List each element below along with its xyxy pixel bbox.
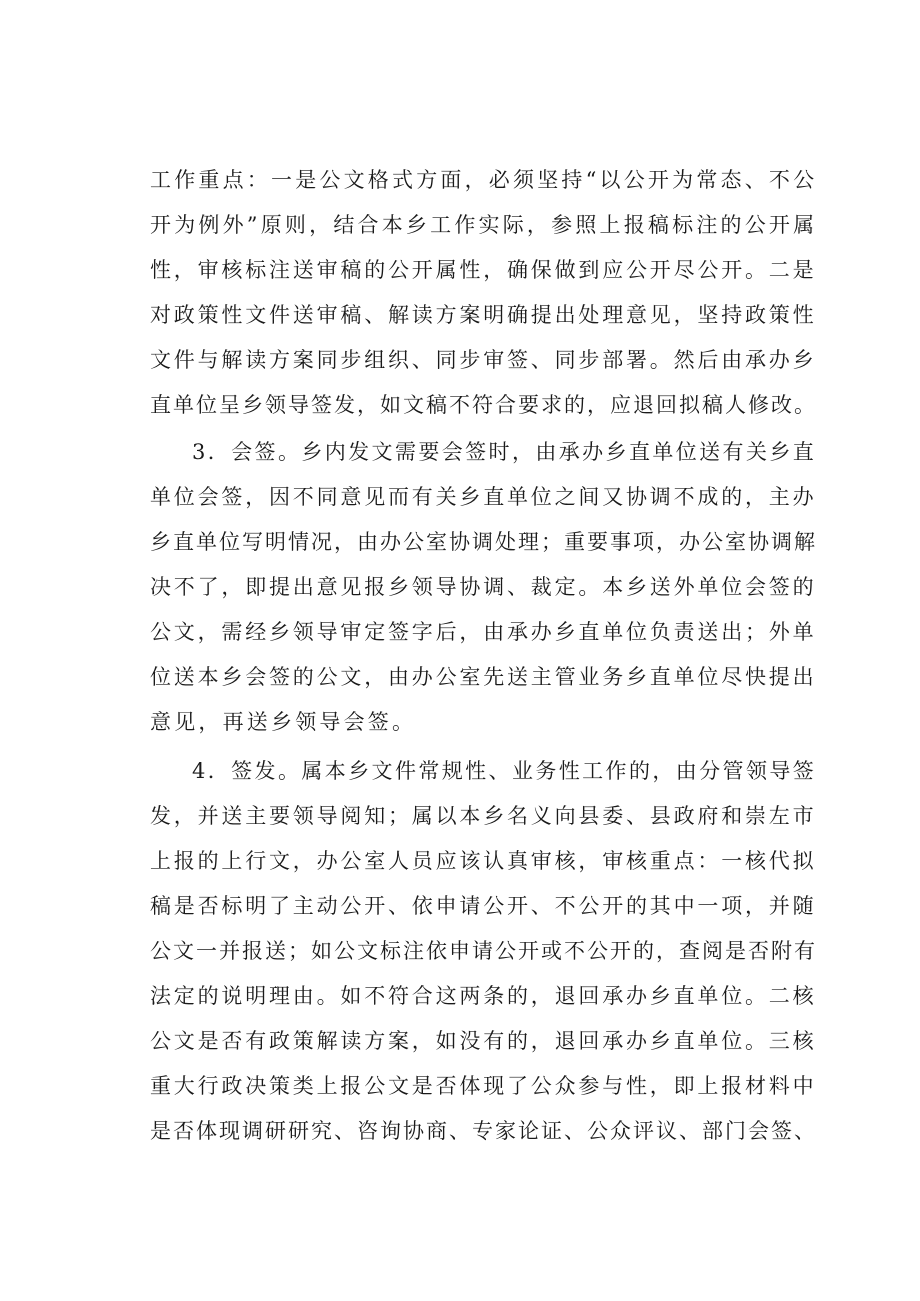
text-line: 发，并送主要领导阅知；属以本乡名义向县委、县政府和崇左市 xyxy=(150,804,817,828)
text-line: 法定的说明理由。如不符合这两条的，退回承办乡直单位。二核 xyxy=(150,984,817,1008)
text-line: 文件与解读方案同步组织、同步审签、同步部署。然后由承办乡 xyxy=(150,348,817,372)
text-line: 决不了，即提出意见报乡领导协调、裁定。本乡送外单位会签的 xyxy=(150,575,817,599)
text-line: 位送本乡会签的公文，由办公室先送主管业务乡直单位尽快提出 xyxy=(150,665,817,689)
text-line: 公文，需经乡领导审定签字后，由承办乡直单位负责送出；外单 xyxy=(150,620,817,644)
text-line: 性，审核标注送审稿的公开属性，确保做到应公开尽公开。二是 xyxy=(150,258,817,282)
text-line: 直单位呈乡领导签发，如文稿不符合要求的，应退回拟稿人修改。 xyxy=(150,393,817,417)
text-line: 意见，再送乡领导会签。 xyxy=(150,710,417,734)
text-line: 上报的上行文，办公室人员应该认真审核，审核重点：一核代拟 xyxy=(150,849,817,873)
text-line: 对政策性文件送审稿、解读方案明确提出处理意见，坚持政策性 xyxy=(150,303,817,327)
text-line: 公文是否有政策解读方案，如没有的，退回承办乡直单位。三核 xyxy=(150,1029,817,1053)
text-line: 重大行政决策类上报公文是否体现了公众参与性，即上报材料中 xyxy=(150,1074,817,1098)
text-line: 单位会签，因不同意见而有关乡直单位之间又协调不成的，主办 xyxy=(150,485,817,509)
text-line: 公文一并报送；如公文标注依申请公开或不公开的，查阅是否附有 xyxy=(150,939,817,963)
text-line: 3．会签。乡内发文需要会签时，由承办乡直单位送有关乡直 xyxy=(192,440,817,464)
text-line: 稿是否标明了主动公开、依申请公开、不公开的其中一项，并随 xyxy=(150,894,817,918)
text-line: 工作重点：一是公文格式方面，必须坚持“以公开为常态、不公 xyxy=(150,168,818,192)
text-line: 4．签发。属本乡文件常规性、业务性工作的，由分管领导签 xyxy=(192,759,817,783)
text-line: 是否体现调研研究、咨询协商、专家论证、公众评议、部门会签、 xyxy=(150,1119,817,1143)
text-line: 开为例外”原则，结合本乡工作实际，参照上报稿标注的公开属 xyxy=(150,213,818,237)
text-line: 乡直单位写明情况，由办公室协调处理；重要事项，办公室协调解 xyxy=(150,530,817,554)
